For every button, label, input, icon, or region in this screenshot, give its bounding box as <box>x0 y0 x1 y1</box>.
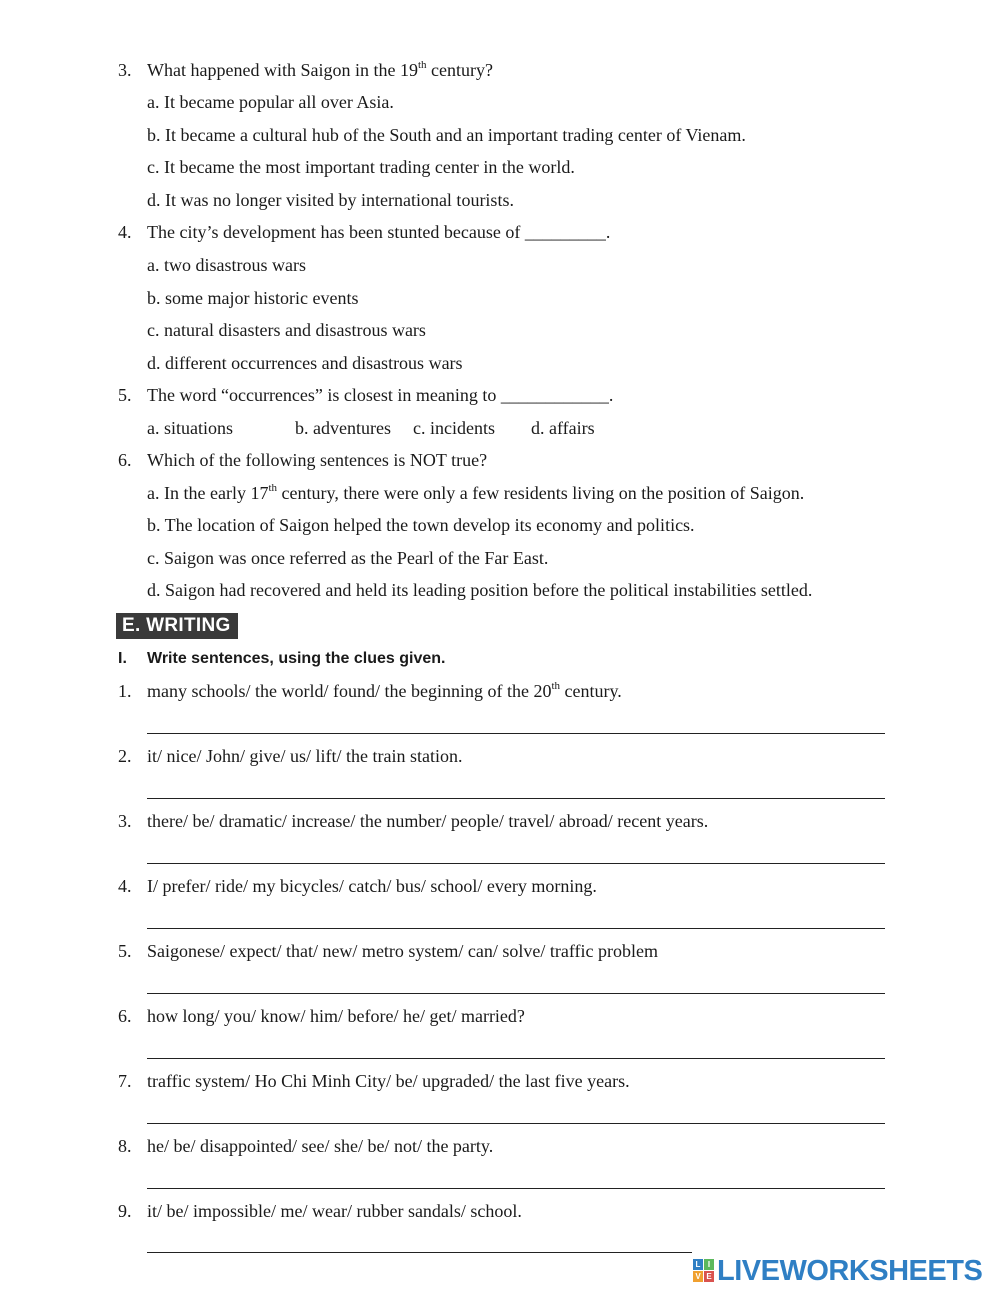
question-3-option-b: b. It became a cultural hub of the South and an important trading center of Vienam. <box>147 125 746 145</box>
writing-item-5-text: Saigonese/ expect/ that/ new/ metro system/ can/ solve/ traffic problem <box>147 941 659 961</box>
question-6-number: 6. <box>118 450 132 470</box>
writing-item-2-text: it/ nice/ John/ give/ us/ lift/ the train station. <box>147 746 463 766</box>
question-4-option-b: b. some major historic events <box>147 288 359 308</box>
question-5-option-b: b. adventures <box>295 418 391 438</box>
writing-item-4-answer-line[interactable] <box>147 928 885 929</box>
writing-item-7-answer-line[interactable] <box>147 1123 885 1124</box>
writing-item-1-number: 1. <box>118 681 132 701</box>
question-6-option-a <box>147 482 804 504</box>
question-3-option-a: a. It became popular all over Asia. <box>147 92 394 112</box>
writing-item-5-number: 5. <box>118 941 132 961</box>
liveworksheets-logo-icon <box>693 1259 715 1283</box>
writing-item-4-number: 4. <box>118 876 132 896</box>
writing-item-2-answer-line[interactable] <box>147 798 885 799</box>
writing-item-7-text: traffic system/ Ho Chi Minh City/ be/ upgraded/ the last five years. <box>147 1071 630 1091</box>
writing-item-4-text: I/ prefer/ ride/ my bicycles/ catch/ bus/ school/ every morning. <box>147 876 597 896</box>
question-6-option-a-superscript: th <box>268 482 278 494</box>
question-6-option-d: d. Saigon had recovered and held its leading position before the political instabilities settled. <box>147 580 813 600</box>
writing-item-9-text: it/ be/ impossible/ me/ wear/ rubber sandals/ school. <box>147 1201 522 1221</box>
question-4-option-c: c. natural disasters and disastrous wars <box>147 320 426 340</box>
writing-item-1-text <box>147 680 622 702</box>
writing-item-3-answer-line[interactable] <box>147 863 885 864</box>
writing-item-8-answer-line[interactable] <box>147 1188 885 1189</box>
instruction-text: Write sentences, using the clues given. <box>147 650 446 667</box>
writing-item-6-number: 6. <box>118 1006 132 1026</box>
question-5-option-d: d. affairs <box>531 418 595 438</box>
question-3-text-start: What happened with Saigon in the 19 <box>147 60 418 80</box>
logo-mark-letter-1: L <box>693 1259 703 1270</box>
question-6-option-a-start: a. In the early 17 <box>147 483 269 503</box>
writing-item-3-text: there/ be/ dramatic/ increase/ the number/ people/ travel/ abroad/ recent years. <box>147 811 709 831</box>
question-6-text: Which of the following sentences is NOT true? <box>147 450 488 470</box>
writing-item-5-answer-line[interactable] <box>147 993 885 994</box>
question-3-text <box>147 59 493 81</box>
question-5-number: 5. <box>118 385 132 405</box>
instruction-number: I. <box>118 650 127 667</box>
logo-mark-letter-4: E <box>704 1271 714 1282</box>
writing-item-3-number: 3. <box>118 811 132 831</box>
writing-item-7-number: 7. <box>118 1071 132 1091</box>
question-3-superscript: th <box>417 59 427 71</box>
question-3-option-c: c. It became the most important trading center in the world. <box>147 157 575 177</box>
question-6-option-b: b. The location of Saigon helped the town develop its economy and politics. <box>147 515 695 535</box>
writing-item-9-number: 9. <box>118 1201 132 1221</box>
question-4-number: 4. <box>118 222 132 242</box>
writing-item-6-answer-line[interactable] <box>147 1058 885 1059</box>
writing-item-1-superscript: th <box>551 680 560 692</box>
question-3-number: 3. <box>118 60 132 80</box>
question-5-text: The word “occurrences” is closest in meaning to ____________. <box>147 385 614 405</box>
writing-item-1-text-end: century. <box>560 681 622 701</box>
question-6-option-c: c. Saigon was once referred as the Pearl of the Far East. <box>147 548 549 568</box>
question-5-option-c: c. incidents <box>413 418 495 438</box>
question-4-text: The city’s development has been stunted because of _________. <box>147 222 611 242</box>
question-3-text-end: century? <box>426 60 493 80</box>
section-heading-writing: E. WRITING <box>116 613 238 639</box>
logo-mark-letter-3: V <box>693 1271 703 1282</box>
writing-item-8-text: he/ be/ disappointed/ see/ she/ be/ not/ the party. <box>147 1136 494 1156</box>
writing-item-6-text: how long/ you/ know/ him/ before/ he/ get/ married? <box>147 1006 525 1026</box>
question-5-option-a: a. situations <box>147 418 233 438</box>
writing-item-1-answer-line[interactable] <box>147 733 885 734</box>
question-3-option-d: d. It was no longer visited by international tourists. <box>147 190 514 210</box>
writing-item-1-text-start: many schools/ the world/ found/ the beginning of the 20 <box>147 681 552 701</box>
writing-item-8-number: 8. <box>118 1136 132 1156</box>
question-4-option-a: a. two disastrous wars <box>147 255 306 275</box>
question-4-option-d: d. different occurrences and disastrous wars <box>147 353 463 373</box>
logo-mark-letter-2: I <box>704 1259 714 1270</box>
writing-item-2-number: 2. <box>118 746 132 766</box>
question-6-option-a-end: century, there were only a few residents living on the position of Saigon. <box>277 483 805 503</box>
writing-item-9-answer-line[interactable] <box>147 1252 692 1253</box>
liveworksheets-logo-text: LIVEWORKSHEETS <box>717 1255 983 1287</box>
liveworksheets-logo[interactable] <box>693 1256 993 1286</box>
